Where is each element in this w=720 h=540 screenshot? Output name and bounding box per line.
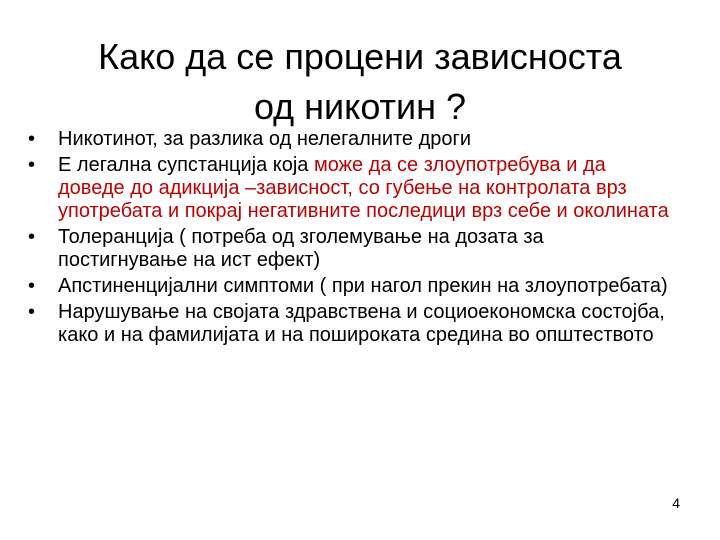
page-number: 4	[672, 495, 680, 511]
slide-title	[36, 32, 684, 132]
bullet-icon: •	[28, 301, 36, 323]
bullet-item-2	[26, 154, 676, 223]
bullet-text-1: Никотинот, за разлика од нелегалните дроги	[58, 128, 471, 150]
bullet-text-2b-highlight: може да се злоупотребува и да доведе до адикција –зависност, со губење на контролата врз употребата и покрај негативните последици врз себе и околината	[58, 154, 669, 222]
bullet-text-4: Апстиненцијални симптоми ( при нагол прекин на злоупотребата)	[58, 275, 668, 297]
bullet-item-5	[26, 301, 676, 347]
bullet-text-5: Нарушување на својата здравствена и социоекономска состојба, како и на фамилијата и на пошироката средина во општеството	[58, 301, 665, 346]
bullet-text-3: Толеранција ( потреба од зголемување на дозата за постигнување на ист ефект)	[58, 226, 544, 271]
bullet-item-4	[26, 275, 676, 298]
slide-title-line-2: од никотин ?	[253, 86, 467, 127]
bullet-text-2a: Е легална супстанција која	[58, 154, 314, 176]
bullet-list	[26, 128, 676, 350]
bullet-icon: •	[28, 226, 36, 248]
bullet-item-1	[26, 128, 676, 151]
bullet-icon: •	[28, 154, 36, 176]
bullet-item-3	[26, 226, 676, 272]
slide-title-line-1: Како да се процени зависноста	[98, 36, 622, 77]
bullet-icon: •	[28, 275, 36, 297]
bullet-icon: •	[28, 128, 36, 150]
